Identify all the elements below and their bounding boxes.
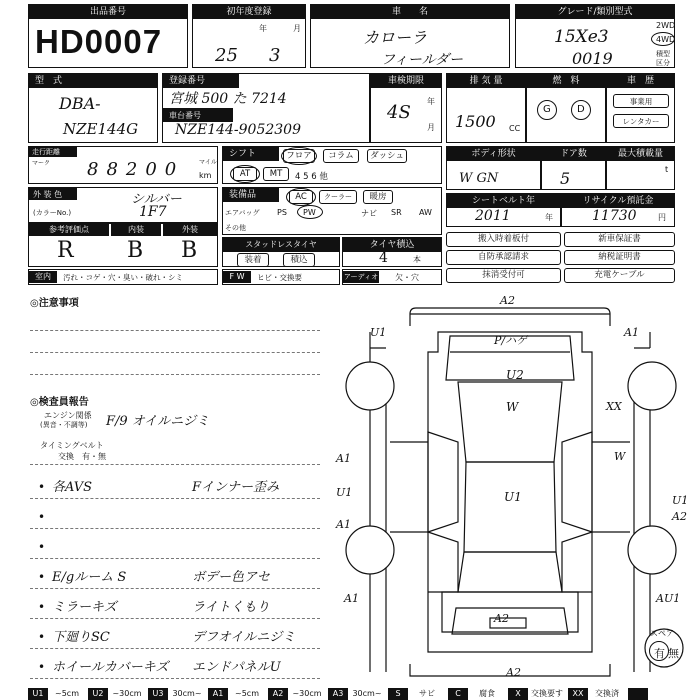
studless-loaded: 積込: [283, 253, 315, 267]
type-model: NZE144G: [63, 120, 139, 138]
mark-fr-door: XX: [606, 400, 622, 413]
legend-code: U1: [28, 688, 48, 700]
history-business: 事業用: [613, 94, 669, 108]
equip-aw: AW: [419, 208, 432, 217]
mark-bottom: A2: [506, 666, 521, 679]
inspection-box: [370, 73, 442, 143]
legend-code: S: [388, 688, 408, 700]
report-item-right: Fインナー歪み: [192, 480, 280, 495]
equip-other: その他: [225, 224, 246, 232]
shaping-sub: 区分: [656, 59, 670, 67]
legend-desc: ~5cm: [235, 689, 259, 698]
equip-heater: 暖房: [363, 190, 393, 204]
mark-right-u1: U1: [672, 494, 689, 507]
shift-gears: 4 5 6 他: [295, 172, 328, 182]
doc-warranty: 新車保証書: [564, 232, 675, 247]
report-item-right: デフオイルニジミ: [192, 630, 296, 645]
tire-label: タイヤ積込: [343, 238, 441, 252]
report-item-right: ライトくもり: [192, 600, 270, 615]
equip-airbag: エアバッグ: [225, 209, 260, 217]
shift-at-circle: [230, 165, 260, 183]
equip-sr: SR: [391, 208, 402, 217]
legend-desc: ~30cm: [112, 689, 142, 698]
report-line: [30, 678, 320, 679]
recycle-yen: 円: [658, 213, 666, 222]
legend-desc: 30cm~: [172, 689, 202, 698]
legend-desc: ~30cm: [292, 689, 322, 698]
equip-pw: PW: [303, 208, 316, 217]
engine-sub: (異音・不調等): [40, 421, 88, 429]
mile-unit: マイル: [199, 159, 217, 166]
month-unit: 月: [293, 24, 301, 33]
interior-value: B: [127, 238, 144, 263]
report-bullet: •: [38, 600, 46, 614]
studless-label: スタッドレスタイヤ: [223, 238, 339, 252]
report-line: [30, 588, 320, 589]
report-item-left: ホイールカバーキズ: [52, 660, 169, 675]
color-box: [28, 187, 218, 223]
legend-code: C: [448, 688, 468, 700]
mark-right-a2: A2: [672, 510, 687, 523]
tire-value: 4: [379, 250, 388, 266]
legend-desc: ~5cm: [55, 689, 79, 698]
tire-box: [342, 237, 442, 267]
notes-line: [30, 330, 320, 331]
chassis-label: 車台番号: [169, 111, 201, 120]
lot-box: [28, 4, 188, 68]
color-label: 外 装 色: [33, 190, 63, 199]
legend-code: A2: [268, 688, 288, 700]
report-item-left: 各AVS: [52, 480, 93, 495]
spare-no: 無: [668, 647, 679, 660]
notes-title: ◎注意事項: [30, 298, 79, 309]
mileage-box: [28, 146, 218, 184]
mark-fr-fender: A1: [624, 326, 639, 339]
report-item-right: ボデー色アセ: [192, 570, 270, 585]
legend-code: U3: [148, 688, 168, 700]
interior-cond-value: 汚れ・コゲ・穴・臭い・破れ・シミ: [63, 273, 183, 282]
displacement-label: 排 気 量: [447, 74, 525, 88]
model-name-1: カローラ: [363, 28, 428, 47]
notes-line: [30, 374, 320, 375]
shift-floor: フロア: [283, 149, 315, 163]
report-item-left: 下廻りSC: [52, 630, 110, 645]
legend-code: [628, 688, 648, 700]
equip-pw-circle: [297, 205, 323, 219]
equip-ac: AC: [289, 190, 313, 204]
equip-ac-circle: [286, 188, 316, 206]
first-reg-year: 25: [215, 45, 238, 66]
mark-roof-center: U1: [504, 490, 522, 504]
drive-2wd: 2WD: [656, 21, 676, 30]
shift-floor-circle: [281, 147, 317, 165]
type-code: 0019: [572, 49, 613, 68]
doc-tax: 納税証明書: [564, 250, 675, 265]
color-no: 1F7: [139, 204, 167, 220]
history-label: 車 歴: [607, 74, 674, 88]
mark-hood-u2: U2: [506, 368, 524, 382]
displacement-box: [446, 73, 526, 143]
seatbelt-year: 年: [545, 213, 553, 222]
legend-desc: [648, 688, 686, 700]
report-line: [30, 498, 320, 499]
ref-value: R: [57, 238, 74, 263]
equipment-label: 装備品: [223, 188, 279, 202]
report-title: ◎検査員報告: [30, 397, 89, 408]
seatbelt-label: シートベルト年: [447, 194, 560, 208]
audio-box: [342, 269, 442, 285]
doc-delivery-plate: 搬入時着板付: [446, 232, 561, 247]
report-bullet: •: [38, 540, 46, 554]
inspection-value: 4S: [387, 102, 411, 123]
mark-rear-a1: A1: [344, 592, 359, 605]
mark-left-a1: A1: [336, 452, 351, 465]
mark-left-a1b: A1: [336, 518, 351, 531]
body-box: [446, 146, 541, 190]
exterior-value: B: [181, 238, 198, 263]
equip-nav: ナビ: [361, 209, 377, 218]
grade-box: [515, 4, 675, 68]
fuel-g-circle: [537, 100, 557, 120]
doc-approval: 自防承認請求: [446, 250, 561, 265]
mark-left-u1: U1: [336, 486, 353, 499]
history-rental: レンタカー: [613, 114, 669, 128]
shaping-label: 積型: [656, 50, 670, 58]
mileage-label: 走行距離: [32, 148, 60, 156]
reg-number: 宮城 500 た 7214: [169, 91, 287, 107]
grade-value: 15Xe3: [554, 27, 609, 47]
model-box: [310, 4, 510, 68]
shift-column: コラム: [323, 149, 359, 163]
inspection-label: 車検期限: [371, 74, 441, 88]
fuel-d: D: [577, 104, 585, 115]
report-item-right: エンドパネルU: [192, 660, 281, 675]
lot-label: 出品番号: [29, 5, 187, 19]
inspection-year-unit: 年: [427, 97, 435, 106]
first-reg-label: 初年度登録: [193, 5, 305, 19]
spare-yes-circle: [649, 641, 669, 661]
audio-value: 欠・穴: [395, 273, 419, 282]
type-label: 型 式: [29, 74, 157, 88]
body-value: W GN: [459, 171, 499, 186]
color-no-label: (カラーNo.): [33, 209, 72, 217]
recycle-label: リサイクル預託金: [562, 194, 674, 208]
equip-cooler: クーラー: [319, 190, 357, 204]
report-line: [30, 558, 320, 559]
eval-box: [28, 223, 218, 267]
legend-code: XX: [568, 688, 588, 700]
fw-label: F W: [223, 271, 251, 283]
spare-label: スペア: [650, 629, 674, 638]
studless-box: [222, 237, 340, 267]
displacement-value: 1500: [455, 112, 496, 131]
shift-label: シフト: [223, 147, 279, 161]
mark-label: マーク: [32, 160, 51, 167]
shift-at: AT: [233, 167, 257, 181]
chassis-number: NZE144-9052309: [175, 122, 301, 138]
engine-value: F/9 オイルニジミ: [106, 414, 210, 429]
mark-top: A2: [500, 294, 515, 307]
exterior-label: 外装: [163, 224, 217, 236]
seatbelt-box: [446, 193, 561, 227]
recycle-value: 11730: [592, 208, 637, 224]
shift-mt: MT: [263, 167, 289, 181]
equip-ps: PS: [277, 208, 287, 217]
fw-value: ヒビ・交換要: [257, 273, 302, 282]
history-box: [606, 73, 675, 143]
report-item-left: E/gルーム S: [52, 570, 127, 585]
studless-mounted: 装着: [237, 253, 269, 267]
legend-desc: 交換要す: [531, 689, 563, 698]
report-item-left: ミラーキズ: [52, 600, 117, 615]
legend-code: A1: [208, 688, 228, 700]
vehicle-diagram: [330, 292, 700, 684]
spare-yes: 有: [654, 647, 665, 660]
report-bullet: •: [38, 630, 46, 644]
interior-cond-box: [28, 269, 218, 285]
reg-box: [162, 73, 370, 143]
fuel-label: 燃 料: [527, 74, 605, 88]
report-bullet: •: [38, 510, 46, 524]
legend-desc: 30cm~: [352, 689, 382, 698]
body-label: ボディ形状: [447, 147, 540, 161]
type-box: [28, 73, 158, 143]
fuel-box: [526, 73, 606, 143]
legend-desc: サビ: [419, 689, 435, 698]
load-unit: t: [665, 165, 669, 174]
legend-desc: 交換済: [595, 689, 619, 698]
reg-label: 登録番号: [163, 74, 239, 88]
mark-fr-mid: W: [614, 450, 626, 463]
report-bullet: •: [38, 480, 46, 494]
mark-fl-fender: U1: [370, 326, 387, 339]
drive-4wd-circle: [651, 32, 675, 46]
legend-code: U2: [88, 688, 108, 700]
legend-code: X: [508, 688, 528, 700]
ref-label: 参考評価点: [29, 224, 109, 236]
report-bullet: •: [38, 570, 46, 584]
inspection-month-unit: 月: [427, 123, 435, 132]
timing-label: タイミングベルト: [40, 441, 104, 450]
doors-label: ドア数: [542, 147, 605, 161]
equipment-box: [222, 187, 442, 235]
legend-code: A3: [328, 688, 348, 700]
timing-sub: 交換 有・無: [58, 452, 106, 461]
load-label: 最大積載量: [607, 147, 674, 161]
model-name-2: フィールダー: [381, 52, 464, 68]
displacement-unit: CC: [509, 124, 521, 133]
engine-label: エンジン関係: [44, 411, 92, 420]
year-unit: 年: [259, 24, 267, 33]
doc-cancel: 抹消受付可: [446, 268, 561, 283]
report-line: [30, 528, 320, 529]
doc-charge-cable: 充電ケーブル: [564, 268, 675, 283]
recycle-box: [561, 193, 675, 227]
shift-box: [222, 146, 442, 184]
fw-box: [222, 269, 340, 285]
color-value: シルバー: [131, 192, 182, 207]
report-line: [30, 648, 320, 649]
type-prefix: DBA-: [59, 94, 101, 113]
grade-label: グレード/類別型式: [516, 5, 674, 19]
first-reg-box: [192, 4, 306, 68]
shift-dash: ダッシュ: [367, 149, 407, 163]
first-reg-month: 3: [269, 45, 281, 66]
report-bullet: •: [38, 660, 46, 674]
fuel-d-circle: [571, 100, 591, 120]
tire-unit: 本: [413, 255, 421, 264]
km-unit: km: [199, 171, 212, 180]
load-box: [606, 146, 675, 190]
mark-rear-right: AU1: [656, 592, 681, 605]
interior-cond-label: 室内: [29, 271, 57, 283]
audio-label: アーディオ: [343, 273, 379, 281]
notes-line: [30, 352, 320, 353]
legend-desc: 腐食: [479, 689, 495, 698]
fuel-g: G: [543, 104, 551, 115]
notes-line: [30, 464, 320, 465]
report-line: [30, 618, 320, 619]
mileage-value: 88200: [87, 159, 185, 180]
doors-box: [541, 146, 606, 190]
mark-hood-w: W: [506, 400, 519, 414]
interior-label: 内装: [111, 224, 161, 236]
model-label: 車 名: [311, 5, 509, 19]
doors-value: 5: [560, 169, 571, 188]
seatbelt-value: 2011: [475, 208, 511, 224]
lot-number: HD0007: [35, 23, 163, 60]
mark-rear-center: A2: [494, 612, 509, 625]
mark-roof: P/ハゲ: [494, 334, 528, 347]
drive-4wd: 4WD: [656, 35, 676, 44]
